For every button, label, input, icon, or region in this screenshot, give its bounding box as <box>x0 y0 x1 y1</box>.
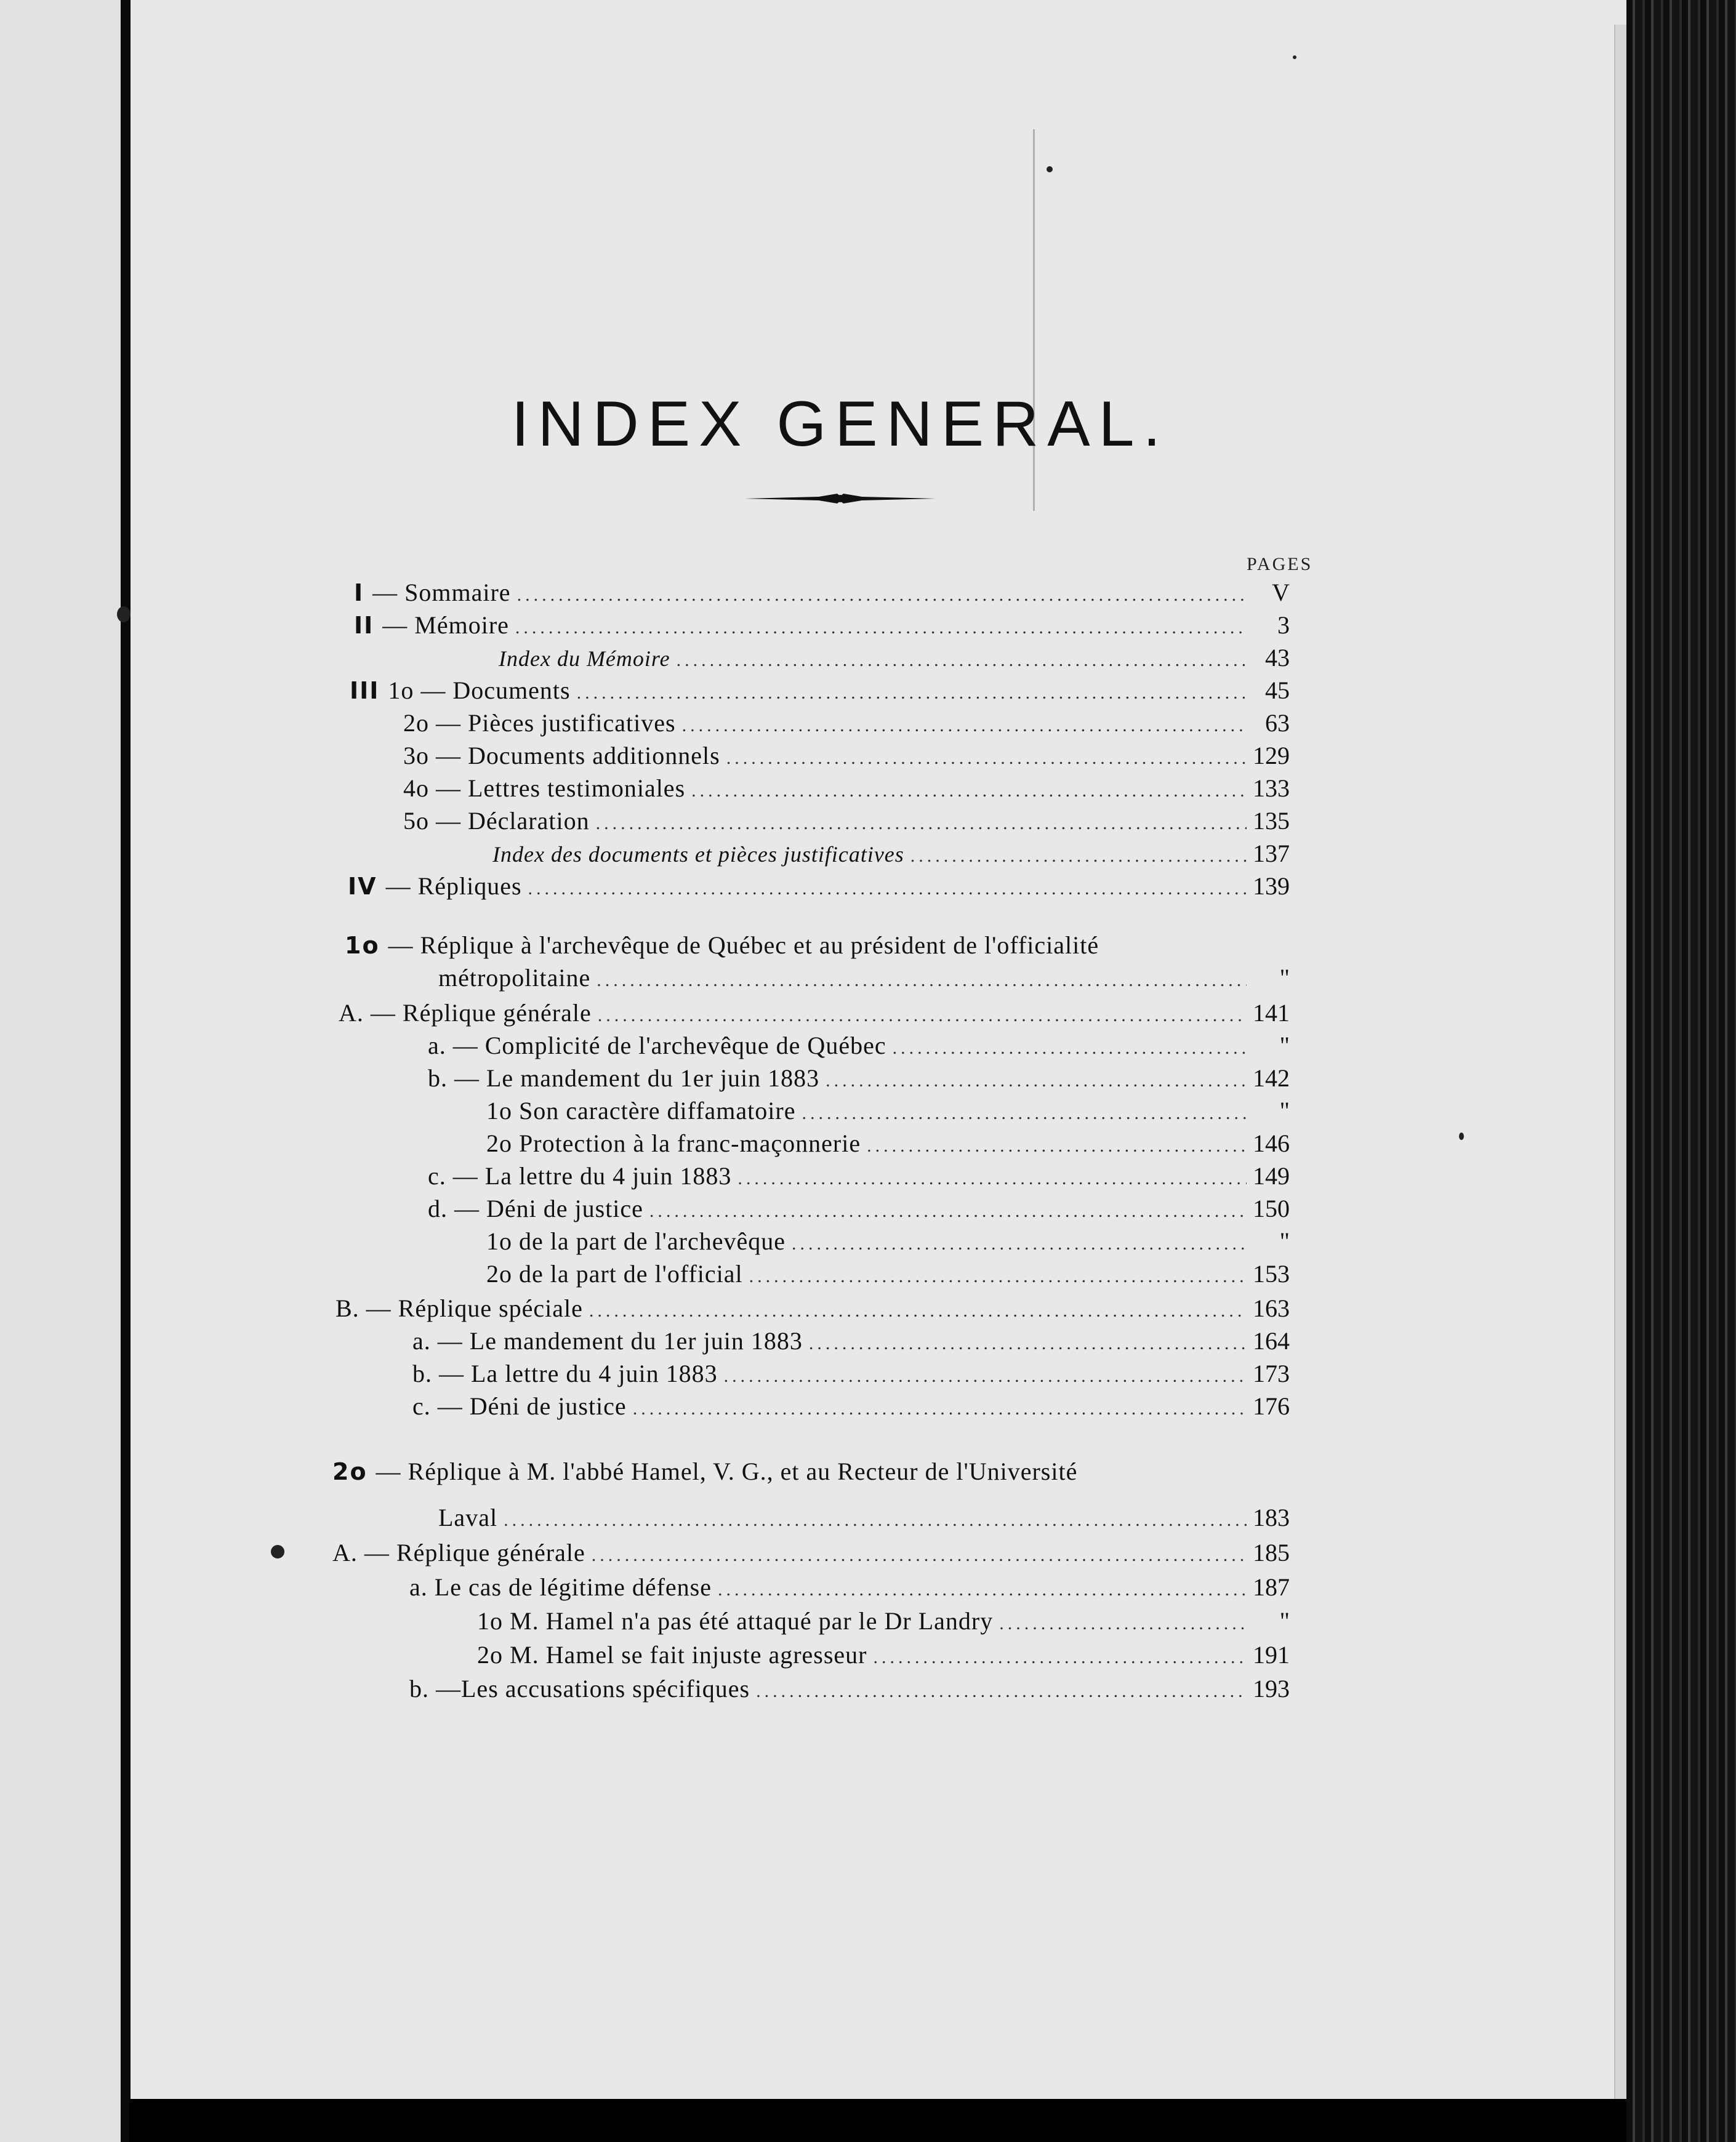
toc-entry-title: a. — Complicité de l'archevêque de Québec <box>428 1032 886 1059</box>
ink-blot <box>117 606 131 622</box>
toc-entry-title: 2o Protection à la franc-maçonnerie <box>486 1129 861 1157</box>
leader-dots <box>515 612 1247 644</box>
ink-speck <box>1047 166 1053 172</box>
toc-page-number: 183 <box>1253 1504 1290 1531</box>
toc-row <box>412 1390 1290 1422</box>
toc-entry-title: — Réplique à M. l'abbé Hamel, V. G., et au Recteur de l'Université <box>376 1458 1078 1485</box>
toc-entry-title: B. — Réplique spéciale <box>336 1294 583 1322</box>
section-numeral: 2o <box>332 1458 368 1485</box>
toc-entry-title: — Répliques <box>385 872 522 900</box>
toc-entry-title: Index des documents et pièces justificatives <box>492 842 904 867</box>
toc-entry-title: — Sommaire <box>372 579 511 606</box>
toc-entry-title: A. — Réplique générale <box>339 999 592 1027</box>
toc-page-number: " <box>1279 1097 1290 1125</box>
toc-entry-title: b. — Le mandement du 1er juin 1883 <box>428 1064 820 1092</box>
toc-entry-title: 3o — Documents additionnels <box>403 742 720 769</box>
toc-row <box>428 1193 1290 1225</box>
leader-dots <box>682 710 1247 742</box>
facing-page-edge <box>0 0 127 2142</box>
toc-page-number: " <box>1279 1607 1290 1635</box>
toc-row <box>486 1258 1290 1290</box>
toc-entry-title: 2o M. Hamel se fait injuste agresseur <box>477 1641 867 1669</box>
page-edge <box>1614 25 1628 2099</box>
leader-dots <box>826 1065 1247 1097</box>
toc-entry-title: a. Le cas de légitime défense <box>409 1573 712 1601</box>
leader-dots <box>893 1032 1247 1064</box>
toc-page-number: 129 <box>1253 742 1290 769</box>
binding-gutter <box>121 0 129 2142</box>
toc-row <box>486 1225 1290 1258</box>
leader-dots <box>517 579 1247 611</box>
toc-row <box>412 1325 1290 1357</box>
toc-page-number: 142 <box>1253 1064 1290 1092</box>
toc-row <box>354 609 1290 641</box>
toc-row <box>350 675 1290 707</box>
toc-page-number: 133 <box>1253 774 1290 802</box>
section-numeral: III <box>350 677 380 704</box>
toc-row <box>438 962 1290 994</box>
leader-dots <box>874 1642 1247 1674</box>
toc-entry-title: — Mémoire <box>382 611 509 639</box>
toc-row <box>409 1673 1290 1705</box>
toc-page-number: 191 <box>1253 1641 1290 1669</box>
toc-row <box>336 1293 1290 1325</box>
toc-entry-title: 1o M. Hamel n'a pas été attaqué par le Dr Landry <box>477 1607 994 1635</box>
toc-row <box>428 1160 1290 1192</box>
toc-page-number: " <box>1279 964 1290 992</box>
toc-entry-title: c. — La lettre du 4 juin 1883 <box>428 1162 732 1190</box>
toc-page-number: 173 <box>1253 1360 1290 1387</box>
toc-page-number: 185 <box>1253 1539 1290 1566</box>
toc-entry-title: — Réplique à l'archevêque de Québec et au président de l'officialité <box>388 931 1099 959</box>
toc-row <box>428 1062 1290 1094</box>
toc-page-number: 63 <box>1265 709 1290 737</box>
leader-dots <box>737 1163 1247 1195</box>
toc-row <box>403 707 1290 739</box>
toc-row <box>403 772 1290 804</box>
title-ornament-rule <box>745 491 936 506</box>
toc-page-number: V <box>1272 579 1290 606</box>
book-block-edge <box>1626 0 1736 2142</box>
leader-dots <box>792 1228 1247 1260</box>
toc-page-number: " <box>1279 1032 1290 1059</box>
toc-entry-title: d. — Déni de justice <box>428 1195 643 1222</box>
toc-entry-title: 2o — Pièces justificatives <box>403 709 676 737</box>
toc-entry-title: b. — La lettre du 4 juin 1883 <box>412 1360 718 1387</box>
page-title: INDEX GENERAL. <box>511 388 1170 460</box>
toc-row <box>403 805 1290 837</box>
leader-dots <box>577 677 1247 709</box>
toc-entry-title: A. — Réplique générale <box>332 1539 585 1566</box>
toc-row <box>348 870 1290 902</box>
section-numeral: 1o <box>345 932 380 959</box>
toc-entry-title: a. — Le mandement du 1er juin 1883 <box>412 1327 803 1355</box>
ink-speck <box>1459 1133 1464 1140</box>
leader-dots <box>999 1608 1247 1640</box>
toc-page-number: 164 <box>1253 1327 1290 1355</box>
leader-dots <box>802 1097 1247 1129</box>
leader-dots <box>749 1261 1247 1293</box>
toc-page-number: 135 <box>1253 807 1290 835</box>
leader-dots <box>809 1328 1247 1360</box>
toc-row <box>486 1095 1290 1127</box>
toc-page-number: 43 <box>1265 644 1290 672</box>
toc-page-number: 45 <box>1265 676 1290 704</box>
toc-row <box>409 1571 1290 1603</box>
toc-row <box>403 740 1290 772</box>
toc-row <box>332 1456 1290 1488</box>
leader-dots <box>756 1675 1247 1707</box>
toc-entry-title: 2o de la part de l'official <box>486 1260 743 1288</box>
toc-page-number: " <box>1279 1227 1290 1255</box>
leader-dots <box>718 1574 1247 1606</box>
ink-blot <box>271 1545 284 1558</box>
leader-dots <box>504 1504 1247 1536</box>
leader-dots <box>726 742 1247 774</box>
toc-row <box>345 929 1290 961</box>
toc-page-number: 137 <box>1253 840 1290 867</box>
leader-dots <box>910 840 1247 872</box>
toc-entry-title: 1o de la part de l'archevêque <box>486 1227 786 1255</box>
toc-row <box>477 1639 1290 1671</box>
leader-dots <box>598 1000 1247 1032</box>
toc-page-number: 163 <box>1253 1294 1290 1322</box>
pages-column-header: PAGES <box>1247 554 1313 574</box>
toc-entry-title: 1o Son caractère diffamatoire <box>486 1097 796 1125</box>
leader-dots <box>528 873 1247 905</box>
section-numeral: IV <box>348 873 377 900</box>
toc-row <box>499 642 1290 674</box>
toc-entry-title: Laval <box>438 1504 498 1531</box>
toc-entry-title: Index du Mémoire <box>499 646 670 671</box>
leader-dots <box>596 808 1247 840</box>
leader-dots <box>691 775 1247 807</box>
toc-entry-title: 5o — Déclaration <box>403 807 590 835</box>
toc-page-number: 3 <box>1277 611 1290 639</box>
section-numeral: II <box>354 612 374 639</box>
leader-dots <box>597 965 1247 997</box>
toc-page-number: 149 <box>1253 1162 1290 1190</box>
toc-row <box>354 577 1290 609</box>
toc-row <box>477 1605 1290 1637</box>
leader-dots <box>633 1393 1247 1425</box>
toc-entry-title: 1o — Documents <box>388 676 571 704</box>
toc-row <box>428 1030 1290 1062</box>
toc-row <box>492 838 1290 870</box>
toc-page-number: 176 <box>1253 1392 1290 1420</box>
leader-dots <box>867 1130 1247 1162</box>
toc-row <box>412 1358 1290 1390</box>
toc-page-number: 150 <box>1253 1195 1290 1222</box>
toc-entry-title: 4o — Lettres testimoniales <box>403 774 686 802</box>
toc-entry-title: b. —Les accusations spécifiques <box>409 1675 750 1703</box>
section-numeral: I <box>354 579 364 606</box>
toc-page-number: 139 <box>1253 872 1290 900</box>
toc-page-number: 141 <box>1253 999 1290 1027</box>
toc-row <box>486 1128 1290 1160</box>
toc-page-number: 146 <box>1253 1129 1290 1157</box>
toc-entry-title: c. — Déni de justice <box>412 1392 627 1420</box>
toc-row <box>332 1537 1290 1569</box>
toc-page-number: 153 <box>1253 1260 1290 1288</box>
leader-dots <box>649 1195 1247 1227</box>
leader-dots <box>589 1295 1247 1327</box>
toc-page-number: 187 <box>1253 1573 1290 1601</box>
leader-dots <box>677 644 1247 676</box>
toc-row <box>438 1502 1290 1534</box>
leader-dots <box>724 1360 1247 1392</box>
toc-row <box>339 997 1290 1029</box>
toc-entry-title: métropolitaine <box>438 964 591 992</box>
leader-dots <box>592 1539 1247 1571</box>
ink-speck <box>1293 55 1296 59</box>
toc-page-number: 193 <box>1253 1675 1290 1703</box>
